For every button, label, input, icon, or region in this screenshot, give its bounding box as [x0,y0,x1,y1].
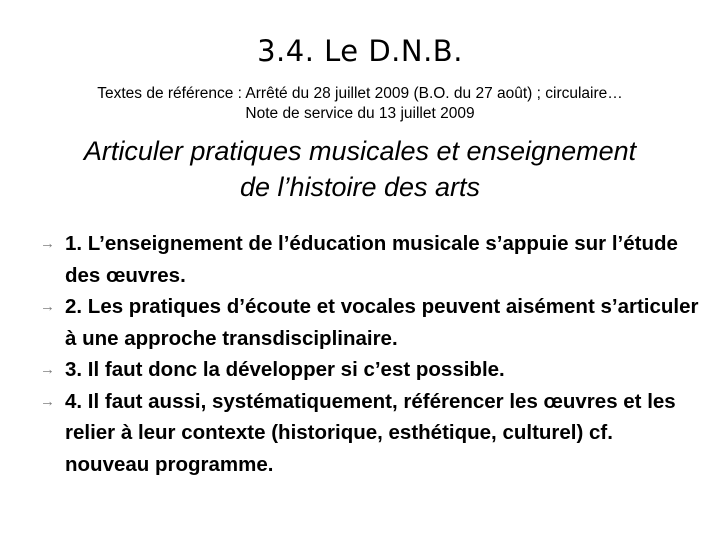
list-item-text: 2. Les pratiques d’écoute et vocales peuvent aisément s’articuler à une approche transdisciplinaire. [65,295,699,350]
section-heading-line-2: de l’histoire des arts [239,172,481,202]
list-item-text: 1. L’enseignement de l’éducation musicale s’appuie sur l’étude des œuvres. [65,232,678,287]
right-arrow-icon: → [40,361,55,378]
section-heading-line-1: Articuler pratiques musicales et enseignement [83,136,637,166]
list-item [40,228,700,291]
slide-title: 3.4. Le D.N.B. [257,34,463,68]
list-item [40,291,700,354]
list-item [40,386,700,481]
section-heading [10,133,710,205]
list-item-text: 3. Il faut donc la développer si c’est possible. [65,358,505,381]
reference-line-2: Note de service du 13 juillet 2009 [245,105,475,122]
reference-texts [20,84,700,124]
list-item [40,354,700,386]
list-item-text: 4. Il faut aussi, systématiquement, référencer les œuvres et les relier à leur contexte (historique, esthétique, culturel) cf. nouveau programme. [65,389,676,476]
right-arrow-icon: → [40,298,55,315]
reference-line-1: Textes de référence : Arrêté du 28 juillet 2009 (B.O. du 27 août) ; circulaire… [97,85,623,102]
bullet-list [40,228,700,480]
right-arrow-icon: → [40,392,55,410]
right-arrow-icon: → [40,235,55,252]
